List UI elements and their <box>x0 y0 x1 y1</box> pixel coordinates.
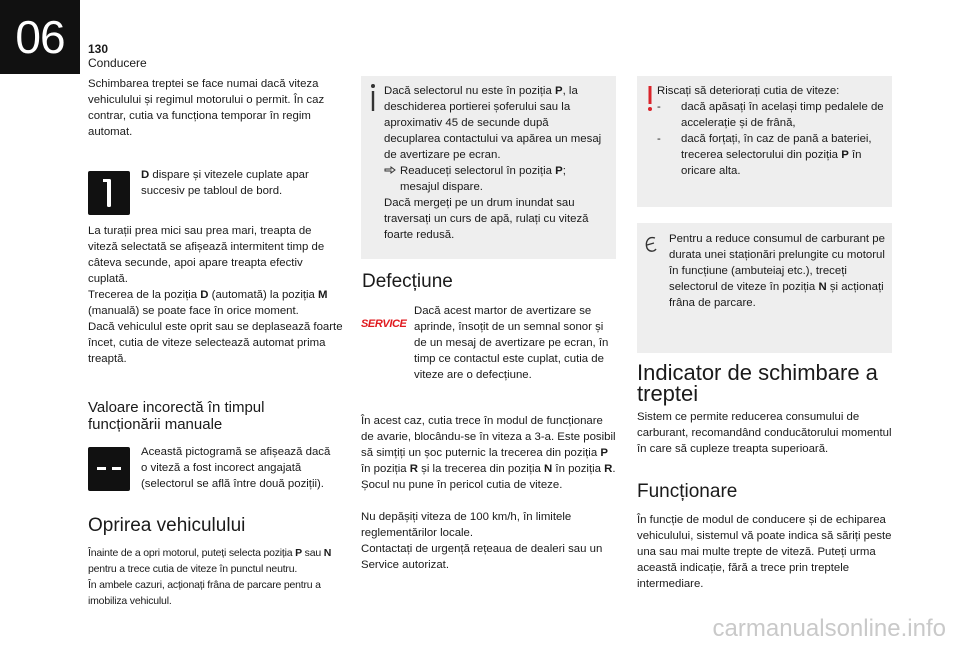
warning-title: Riscați să deteriorați cutia de viteze: <box>657 85 840 97</box>
service-warning-icon: SERVICE <box>361 318 407 330</box>
incorrect-gear-icon <box>88 447 130 491</box>
flooded-road-paragraph: Dacă mergeți pe un drum inundat sau traversați un curs de apă, rulați cu viteză foarte redusă. <box>384 197 589 241</box>
first-gear-paragraph: Dacă vehiculul este oprit sau se deplasează foarte încet, cutia de viteze selectează automat prima treaptă. <box>88 321 343 365</box>
warning-item-1: - dacă apăsați în același timp pedalele de accelerație și de frână, <box>657 101 884 129</box>
eco-leaf-icon <box>643 234 659 256</box>
degraded-mode-paragraph: În acest caz, cutia trece în modul de funcționare de avarie, blocându-se în viteza a 3-a. Este posibil să simțiți un șoc puternic la trecerea din poziția P în poziția R și la trecerea din poziția N în poziția R. Șocul nu pune în pericol cutia de viteze. <box>361 415 616 491</box>
operation-paragraph: În funcție de modul de conducere și de echiparea vehiculului, sistemul vă poate indica să săriți peste una sau mai multe trepte de viteză. Puteți urma această indicație, fără a trece prin treptele intermediare. <box>637 514 892 590</box>
parking-brake-paragraph: În ambele cazuri, acționați frâna de parcare pentru a imobiliza vehiculul. <box>88 579 321 607</box>
chapter-tab: 06 <box>0 0 80 74</box>
shift-indicator-heading: Indicator de schimbare a treptei <box>637 360 878 406</box>
section-title: Conducere <box>88 56 147 70</box>
info-paragraph: Dacă selectorul nu este în poziția P, la deschiderea portierei șoferului sau la aproximativ 45 de secunde după decuplarea contactului va apărea un mesaj de avertizare pe ecran. <box>384 85 602 161</box>
wrong-value-text: Această pictogramă se afișează dacă o viteză a fost incorect angajată (selectorul se află între două poziții). <box>141 446 331 490</box>
info-icon <box>366 82 380 112</box>
blink-paragraph: La turații prea mici sau prea mari, treapta de viteză selectată se afișează intermitent timp de câteva secunde, apoi apare treapta efectiv cuplată. <box>88 225 325 285</box>
fault-heading: Defecțiune <box>362 271 453 292</box>
gear-d-indicator-icon <box>88 171 130 215</box>
intro-paragraph: Schimbarea treptei se face numai dacă viteza vehiculului și regimul motorului o permit. În caz contrar, cutia va funcționa temporar în regim automat. <box>88 78 325 138</box>
shift-indicator-paragraph: Sistem ce permite reducerea consumului de carburant, recomandând conducătorului momentul în care să cupleze treapta superioară. <box>637 411 892 455</box>
d-note: D dispare și vitezele cuplate apar succesiv pe tabloul de bord. <box>141 169 309 197</box>
info-bullet: Readuceți selectorul în poziția P; mesajul dispare. <box>400 165 566 193</box>
eco-paragraph: Pentru a reduce consumul de carburant pe durata unei staționări prelungite cu motorul în funcțiune (ambuteiaj etc.), treceți selectorul de viteze în poziția N și acționați frâna de parcare. <box>669 233 885 309</box>
stopping-paragraph: Înainte de a opri motorul, puteți selecta poziția P sau N pentru a trece cutia de viteze în punctul neutru. <box>88 547 332 575</box>
contact-dealer-paragraph: Contactați de urgență rețeaua de dealeri sau un Service autorizat. <box>361 543 603 571</box>
stopping-heading: Oprirea vehiculului <box>88 515 246 536</box>
fault-warning-text: Dacă acest martor de avertizare se aprinde, însoțit de un semnal sonor și de un mesaj de avertizare pe ecran, în timp ce contactul este cuplat, cutia de viteze are o defecțiune. <box>414 305 609 381</box>
exclamation-warning-icon <box>643 84 657 114</box>
operation-heading: Funcționare <box>637 481 738 502</box>
pointing-hand-icon <box>384 163 398 177</box>
wrong-value-heading: Valoare incorectă în timpul funcționării manuale <box>88 399 265 433</box>
speed-limit-paragraph: Nu depășiți viteza de 100 km/h, în limitele reglementărilor locale. <box>361 511 572 539</box>
warning-list <box>657 99 885 179</box>
page-number: 130 <box>88 42 109 56</box>
d-to-m-paragraph: Trecerea de la poziția D (automată) la poziția M (manuală) se poate face în orice moment. <box>88 289 328 317</box>
warning-item-2: - dacă forțați, în caz de pană a bateriei, trecerea selectorului din poziția P în oricare alta. <box>657 133 872 177</box>
watermark: carmanualsonline.info <box>712 615 946 642</box>
